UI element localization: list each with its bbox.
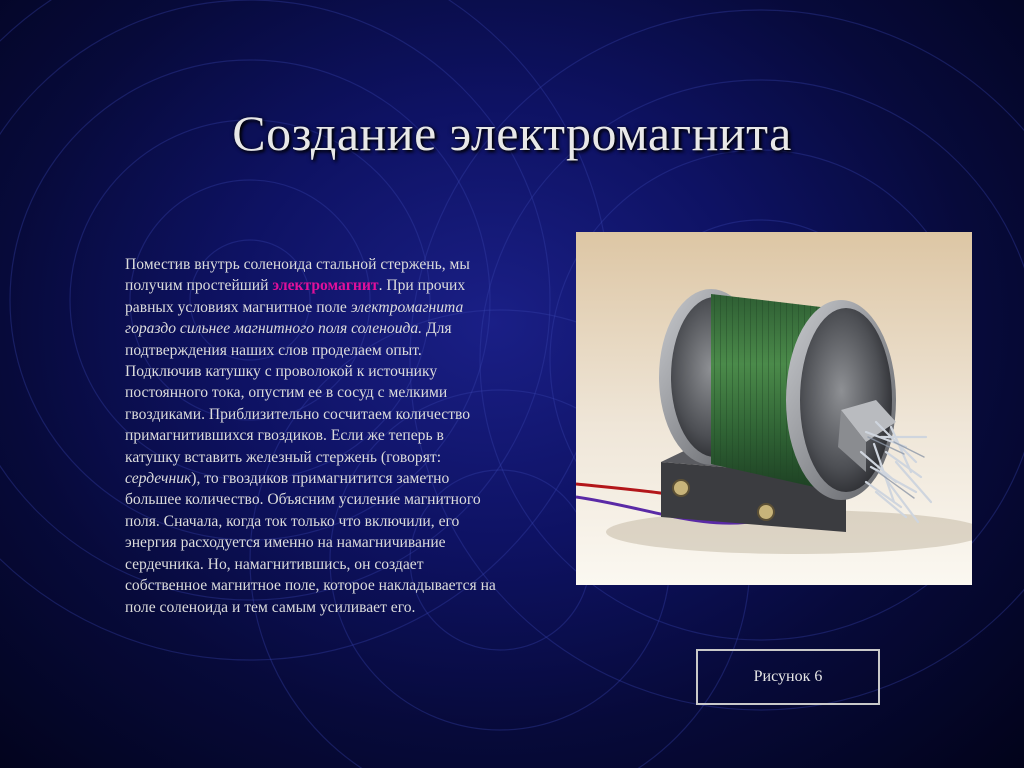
body-text-part-1: Поместив внутрь соленоида стальной стержень, мы получим простейший	[125, 256, 470, 295]
body-text-part-3: Для подтверждения наших слов проделаем опыт. Подключив катушку с проволокой к источнику постоянного тока, опустим ее в сосуд с мелкими гвоздиками. Приблизительно сосчитаем количество примагнитившихся гвоздиков. Если же теперь в катушку вставить железный стержень (говорят:	[125, 320, 471, 466]
body-text-part-2: . При прочих равных условиях магнитное поле	[125, 277, 466, 316]
figure-caption-box	[696, 649, 880, 705]
body-text	[125, 254, 497, 618]
electromagnet-illustration	[576, 232, 972, 585]
slide-title: Создание электромагнита	[232, 105, 792, 161]
electromagnet-figure	[576, 232, 972, 585]
highlighted-term: электромагнит	[272, 277, 379, 295]
body-text-part-4: ), то гвоздиков примагнитится заметно большее количество. Объясним усиление магнитного поля. Сначала, когда ток только что включили, его энергия расходуется именно на намагничивание сердечника. Но, намагнитившись, он создает собственное магнитное поле, которое накладывается на поле соленоида и тем самым усиливает его.	[125, 470, 496, 616]
italic-term: сердечник	[125, 470, 192, 488]
italic-statement: электромагнита гораздо сильнее магнитного поля соленоида.	[125, 298, 464, 338]
figure-caption: Рисунок 6	[753, 668, 823, 685]
